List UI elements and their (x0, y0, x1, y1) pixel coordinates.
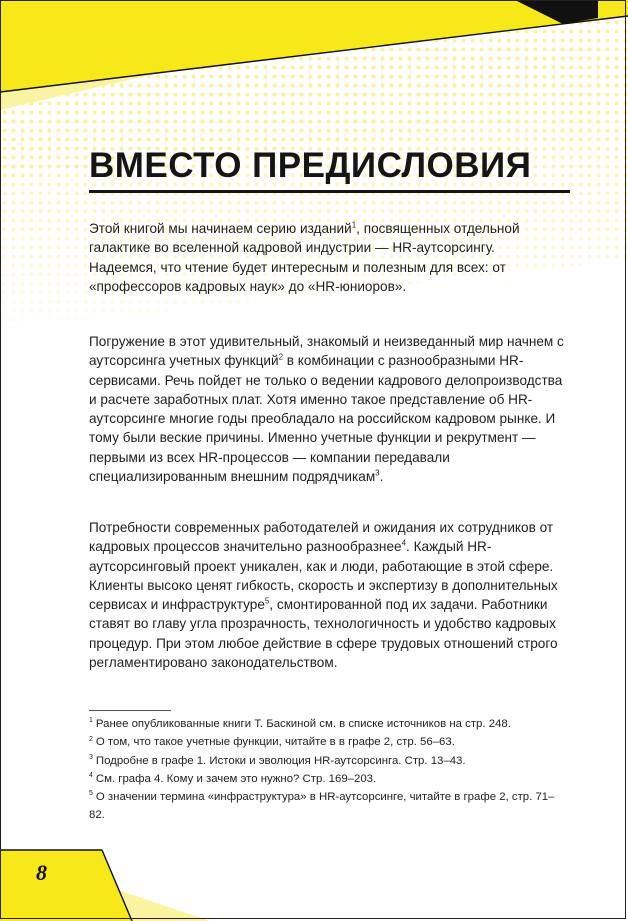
page-title: ВМЕСТО ПРЕДИСЛОВИЯ (89, 146, 532, 185)
paragraph-3: Потребности современных работодателей и ожидания их сотрудников от кадровых процессов значительно разнообразнее$^4$. Каждый HR-аутсорсинговый проект уникален, как и люди, работающие в этой сфере. Клиенты высоко ценят гибкость, скорость и экспертизу в дополнительных сервисах и инфраструктуре$^5$, смонтированной под их задачи. Работники ставят во главу угла прозрачность, технологичность и удобство кадровых процедур. При этом любое действие в сфере трудовых отношений строго регламентировано законодательством. (89, 520, 558, 671)
footnote-1: $^1$ Ранее опубликованные книги Т. Баскиной см. в списке источников на стр. 248. (89, 717, 511, 730)
title-underline (89, 190, 570, 193)
footnote-ref-1: 1 (351, 220, 357, 230)
footnote-ref-5: 5 (264, 596, 270, 606)
footnote-5: $^5$ О значении термина «инфраструктура» в HR-аутсорсинге, читайте в графе 2, стр. 71–82. (89, 790, 555, 822)
footnotes-list (89, 715, 564, 825)
footnote-3: $^3$ Подробне в графе 1. Истоки и эволюция HR-аутсорсинга. Стр. 13–43. (89, 753, 466, 767)
footnote-ref-4: 4 (401, 538, 407, 548)
footnote-4: $^4$ См. графа 4. Кому и зачем это нужно? Стр. 169–203. (89, 772, 377, 785)
footnote-ref-3: 3 (375, 468, 380, 478)
footnote-2: $^2$ О том, что такое учетные функции, читайте в в графе 2, стр. 56–63. (89, 735, 455, 749)
page-number: 8 (36, 860, 47, 885)
footnote-ref-2: 2 (278, 352, 284, 362)
paragraph-1: Этой книгой мы начинаем серию изданий$^1$, посвященных отдельной галактике во вселенной кадровой индустрии — HR-аутсорсингу. Надеемся, что чтение будет интересным и полезным для всех: от «профессоров кадровых наук» до «HR-юниоров». (89, 220, 520, 294)
footnote-separator (89, 710, 171, 711)
paragraph-2: Погружение в этот удивительный, знакомый и неизведанный мир начнем с аутсорсинга учетных функций$^2$ в комбинации с разнообразными HR-сервисами. Речь пойдет не только о ведении кадрового делопроизводства и расчете заработных плат. Хотя именно такое представление об HR-аутсорсинге многие годы преобладало на российском кадровом рынке. И тому были веские причины. Именно учетные функции и рекрутмент — первыми из всех HR-процессов — компании передавали специализированным внешним подрядчикам$^3$. (89, 334, 564, 485)
